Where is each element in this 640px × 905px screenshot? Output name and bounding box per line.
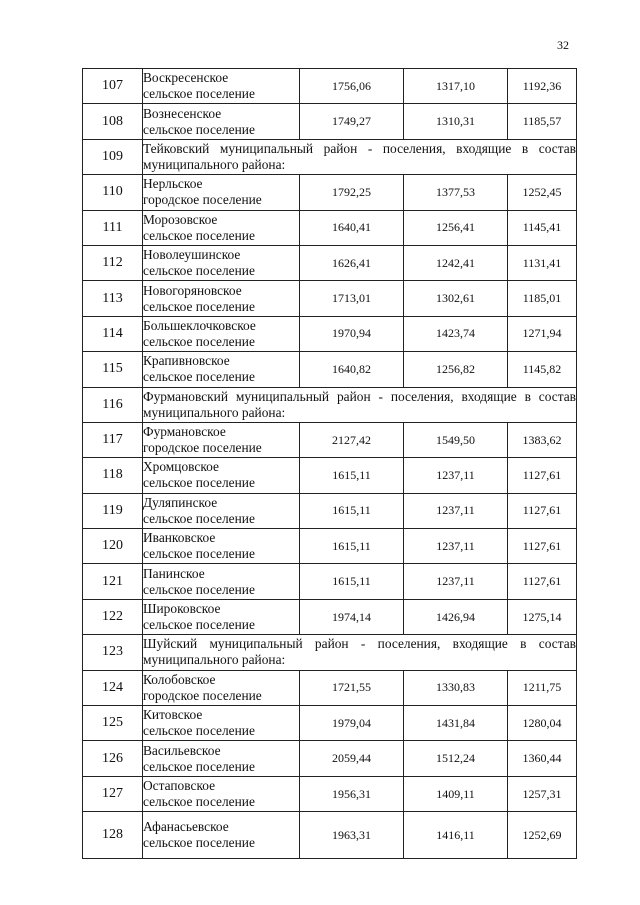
value-cell-2: 1512,24 xyxy=(404,741,508,776)
settlement-name-line1: Иванковское xyxy=(143,530,216,546)
settlement-name xyxy=(143,245,300,280)
row-number: 108 xyxy=(83,104,143,139)
table-row xyxy=(83,564,577,599)
table-row xyxy=(83,741,577,776)
settlement-type: сельское поселение xyxy=(143,263,255,279)
row-number: 114 xyxy=(83,316,143,351)
value-cell-2: 1237,11 xyxy=(404,564,508,599)
settlement-type: сельское поселение xyxy=(143,758,255,774)
row-number: 125 xyxy=(83,706,143,741)
value-cell-3: 1383,62 xyxy=(508,422,577,457)
settlement-name-line1: Воскресенское xyxy=(143,70,229,86)
settlement-name-line1: Новолеушинское xyxy=(143,247,241,263)
value-cell-2: 1242,41 xyxy=(404,245,508,280)
value-cell-3: 1192,36 xyxy=(508,69,577,104)
table-row xyxy=(83,175,577,210)
value-cell-1: 1974,14 xyxy=(300,599,404,634)
value-cell-1: 1979,04 xyxy=(300,706,404,741)
value-cell-2: 1423,74 xyxy=(404,316,508,351)
value-cell-1: 1963,31 xyxy=(300,812,404,859)
value-cell-2: 1256,82 xyxy=(404,352,508,387)
settlement-name-line1: Афанасьевское xyxy=(143,819,229,835)
settlement-type: городское поселение xyxy=(143,192,262,208)
page-number: 32 xyxy=(557,38,569,52)
value-cell-2: 1256,41 xyxy=(404,210,508,245)
row-number: 115 xyxy=(83,352,143,387)
row-number: 111 xyxy=(83,210,143,245)
row-number: 121 xyxy=(83,564,143,599)
row-number: 117 xyxy=(83,422,143,457)
value-cell-2: 1237,11 xyxy=(404,493,508,528)
settlement-name xyxy=(143,352,300,387)
value-cell-3: 1145,82 xyxy=(508,352,577,387)
row-number: 109 xyxy=(83,139,143,174)
settlement-name-line1: Панинское xyxy=(143,565,205,581)
table-row xyxy=(83,706,577,741)
row-number: 128 xyxy=(83,812,143,859)
value-cell-2: 1330,83 xyxy=(404,670,508,705)
table-row xyxy=(83,104,577,139)
value-cell-3: 1280,04 xyxy=(508,706,577,741)
settlement-type: сельское поселение xyxy=(143,723,255,739)
value-cell-1: 1792,25 xyxy=(300,175,404,210)
value-cell-3: 1127,61 xyxy=(508,493,577,528)
settlement-name xyxy=(143,69,300,104)
tariff-table xyxy=(82,68,577,859)
settlement-name xyxy=(143,599,300,634)
value-cell-3: 1131,41 xyxy=(508,245,577,280)
settlement-type: сельское поселение xyxy=(143,475,255,491)
value-cell-2: 1416,11 xyxy=(404,812,508,859)
row-number: 119 xyxy=(83,493,143,528)
value-cell-3: 1271,94 xyxy=(508,316,577,351)
settlement-type: сельское поселение xyxy=(143,794,255,809)
settlement-type: сельское поселение xyxy=(143,369,255,385)
settlement-type: сельское поселение xyxy=(143,546,255,562)
value-cell-1: 1956,31 xyxy=(300,776,404,811)
settlement-type: сельское поселение xyxy=(143,835,255,851)
value-cell-2: 1431,84 xyxy=(404,706,508,741)
value-cell-1: 1640,41 xyxy=(300,210,404,245)
settlement-name xyxy=(143,670,300,705)
table-row xyxy=(83,422,577,457)
settlement-name-line1: Нерльское xyxy=(143,176,203,192)
row-number: 110 xyxy=(83,175,143,210)
settlement-type: городское поселение xyxy=(143,687,262,703)
settlement-name-line1: Дуляпинское xyxy=(143,494,218,510)
value-cell-2: 1549,50 xyxy=(404,422,508,457)
value-cell-2: 1377,53 xyxy=(404,175,508,210)
table-row xyxy=(83,316,577,351)
value-cell-3: 1185,01 xyxy=(508,281,577,316)
settlement-name-line1: Морозовское xyxy=(143,211,218,227)
table-row xyxy=(83,529,577,564)
settlement-name-line1: Колобовское xyxy=(143,671,216,687)
settlement-name-line1: Большеклочковское xyxy=(143,317,256,333)
settlement-name xyxy=(143,458,300,493)
district-header-row xyxy=(83,387,577,422)
settlement-name-line1: Фурмановское xyxy=(143,424,226,440)
value-cell-2: 1310,31 xyxy=(404,104,508,139)
table-row xyxy=(83,352,577,387)
settlement-name-line1: Вознесенское xyxy=(143,105,222,121)
district-header-row xyxy=(83,635,577,670)
value-cell-3: 1252,69 xyxy=(508,812,577,859)
settlement-name xyxy=(143,104,300,139)
table-row xyxy=(83,599,577,634)
settlement-name xyxy=(143,210,300,245)
district-title: Фурмановский муниципальный район - поселения, входящие в состав муниципального района: xyxy=(143,387,577,422)
row-number: 123 xyxy=(83,635,143,670)
value-cell-3: 1145,41 xyxy=(508,210,577,245)
table-row xyxy=(83,458,577,493)
row-number: 113 xyxy=(83,281,143,316)
settlement-name xyxy=(143,776,300,811)
value-cell-1: 2127,42 xyxy=(300,422,404,457)
row-number: 127 xyxy=(83,776,143,811)
settlement-type: сельское поселение xyxy=(143,333,255,349)
row-number: 126 xyxy=(83,741,143,776)
value-cell-3: 1127,61 xyxy=(508,529,577,564)
value-cell-1: 1615,11 xyxy=(300,458,404,493)
table-body xyxy=(83,69,577,859)
settlement-name xyxy=(143,741,300,776)
district-title: Тейковский муниципальный район - поселения, входящие в состав муниципального района: xyxy=(143,139,577,174)
row-number: 122 xyxy=(83,599,143,634)
settlement-name xyxy=(143,529,300,564)
settlement-name xyxy=(143,812,300,859)
settlement-name xyxy=(143,564,300,599)
settlement-name xyxy=(143,422,300,457)
settlement-name xyxy=(143,316,300,351)
value-cell-2: 1317,10 xyxy=(404,69,508,104)
value-cell-3: 1257,31 xyxy=(508,776,577,811)
settlement-type: сельское поселение xyxy=(143,581,255,597)
value-cell-1: 1626,41 xyxy=(300,245,404,280)
value-cell-1: 1749,27 xyxy=(300,104,404,139)
value-cell-3: 1127,61 xyxy=(508,458,577,493)
settlement-type: сельское поселение xyxy=(143,510,255,526)
value-cell-3: 1252,45 xyxy=(508,175,577,210)
value-cell-3: 1360,44 xyxy=(508,741,577,776)
row-number: 116 xyxy=(83,387,143,422)
row-number: 124 xyxy=(83,670,143,705)
table-row xyxy=(83,245,577,280)
row-number: 120 xyxy=(83,529,143,564)
table-row xyxy=(83,210,577,245)
table-row xyxy=(83,812,577,859)
settlement-name xyxy=(143,175,300,210)
value-cell-2: 1237,11 xyxy=(404,529,508,564)
settlement-type: сельское поселение xyxy=(143,227,255,243)
row-number: 112 xyxy=(83,245,143,280)
settlement-name-line1: Васильевское xyxy=(143,742,221,758)
table-row xyxy=(83,776,577,811)
settlement-type: сельское поселение xyxy=(143,617,255,633)
settlement-name xyxy=(143,493,300,528)
value-cell-1: 1640,82 xyxy=(300,352,404,387)
value-cell-2: 1237,11 xyxy=(404,458,508,493)
value-cell-2: 1302,61 xyxy=(404,281,508,316)
table-row xyxy=(83,493,577,528)
table-row xyxy=(83,69,577,104)
settlement-type: сельское поселение xyxy=(143,121,255,137)
settlement-name-line1: Китовское xyxy=(143,707,203,723)
row-number: 118 xyxy=(83,458,143,493)
settlement-name-line1: Крапивновское xyxy=(143,353,230,369)
value-cell-1: 1756,06 xyxy=(300,69,404,104)
value-cell-2: 1409,11 xyxy=(404,776,508,811)
value-cell-1: 1970,94 xyxy=(300,316,404,351)
district-header-row xyxy=(83,139,577,174)
row-number: 107 xyxy=(83,69,143,104)
value-cell-3: 1211,75 xyxy=(508,670,577,705)
value-cell-3: 1127,61 xyxy=(508,564,577,599)
settlement-name-line1: Остаповское xyxy=(143,778,216,793)
district-title: Шуйский муниципальный район - поселения, входящие в состав муниципального района: xyxy=(143,635,577,670)
settlement-type: сельское поселение xyxy=(143,86,255,102)
value-cell-1: 1615,11 xyxy=(300,564,404,599)
settlement-name-line1: Широковское xyxy=(143,601,221,617)
value-cell-3: 1185,57 xyxy=(508,104,577,139)
value-cell-1: 1615,11 xyxy=(300,493,404,528)
settlement-name-line1: Новогоряновское xyxy=(143,282,242,298)
settlement-type: городское поселение xyxy=(143,440,262,456)
value-cell-3: 1275,14 xyxy=(508,599,577,634)
table-row xyxy=(83,670,577,705)
table-row xyxy=(83,281,577,316)
value-cell-1: 1615,11 xyxy=(300,529,404,564)
settlement-name-line1: Хромцовское xyxy=(143,459,219,475)
value-cell-1: 1721,55 xyxy=(300,670,404,705)
settlement-type: сельское поселение xyxy=(143,298,255,314)
settlement-name xyxy=(143,281,300,316)
value-cell-2: 1426,94 xyxy=(404,599,508,634)
settlement-name xyxy=(143,706,300,741)
value-cell-1: 2059,44 xyxy=(300,741,404,776)
value-cell-1: 1713,01 xyxy=(300,281,404,316)
